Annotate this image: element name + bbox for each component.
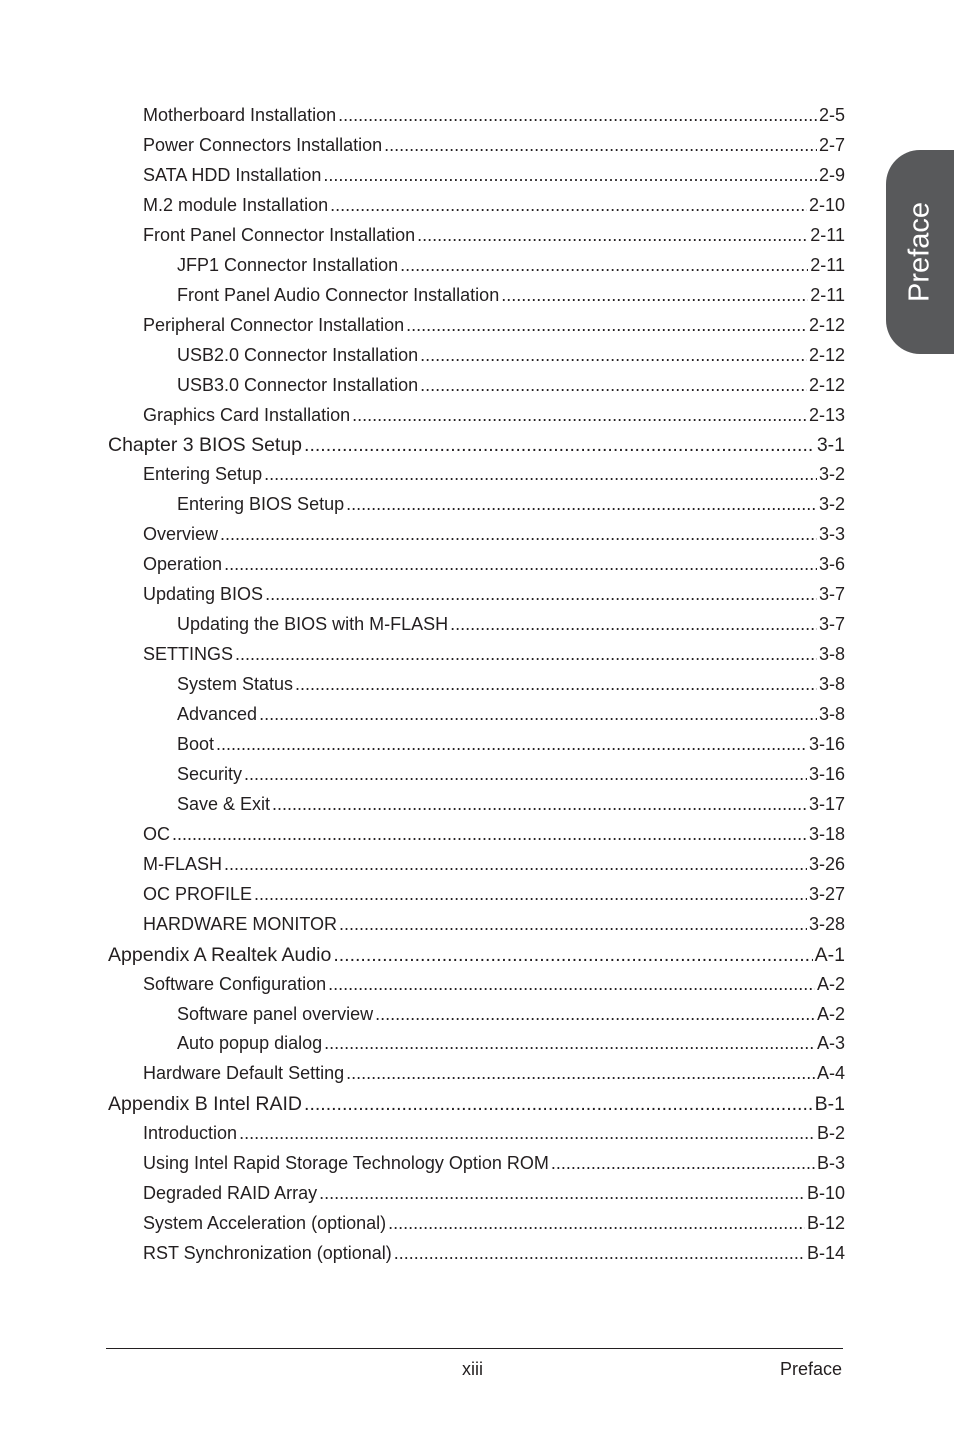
toc-entry-title: Advanced (177, 704, 258, 724)
toc-leader-dots (551, 1153, 815, 1174)
toc-entry[interactable] (177, 375, 845, 396)
toc-entry-page: 3-2 (818, 494, 845, 515)
toc-entry-title: Save & Exit (177, 793, 271, 814)
toc-entry-page: A-2 (816, 973, 845, 994)
toc-entry[interactable] (143, 1213, 845, 1234)
toc-entry-page: 2-13 (808, 404, 845, 425)
toc-entry-title: Entering BIOS Setup (177, 494, 345, 515)
toc-entry-page: 3-3 (818, 524, 845, 545)
toc-entry-page: 2-12 (808, 344, 845, 365)
toc-entry-title: Front Panel Audio Connector Installation (177, 284, 500, 305)
toc-leader-dots (323, 165, 817, 186)
side-tab-label: Preface (903, 202, 936, 302)
toc-entry-title: OC (143, 823, 170, 844)
toc-entry-page: B-10 (806, 1183, 845, 1204)
toc-entry[interactable] (177, 614, 845, 635)
toc-leader-dots (259, 704, 817, 725)
toc-entry[interactable] (177, 704, 845, 725)
toc-leader-dots (346, 1063, 815, 1084)
toc-leader-dots (295, 674, 817, 695)
toc-leader-dots (417, 225, 808, 246)
toc-leader-dots (265, 584, 817, 605)
toc-entry-page: 3-26 (808, 853, 845, 874)
toc-entry[interactable] (143, 165, 845, 186)
toc-entry[interactable] (177, 734, 845, 755)
toc-entry-title: Software panel overview (177, 1003, 374, 1024)
toc-entry-title: Entering Setup (143, 464, 263, 485)
footer-divider (106, 1348, 843, 1349)
toc-leader-dots (384, 135, 817, 156)
toc-entry-page: 2-5 (818, 105, 845, 125)
toc-leader-dots (239, 1123, 815, 1144)
toc-entry-title: Chapter 3 BIOS Setup (108, 434, 303, 457)
page-number: xiii (462, 1359, 483, 1379)
toc-entry-title: Power Connectors Installation (143, 134, 383, 155)
toc-leader-dots (420, 375, 807, 396)
toc-entry-page: 3-16 (808, 763, 845, 784)
toc-entry-page: 3-2 (818, 464, 845, 485)
toc-entry[interactable] (177, 494, 845, 515)
toc-entry-title: USB2.0 Connector Installation (177, 344, 419, 365)
toc-entry-title: Appendix A Realtek Audio (108, 943, 332, 966)
toc-leader-dots (388, 1213, 805, 1234)
toc-leader-dots (235, 644, 817, 665)
toc-leader-dots (272, 794, 807, 815)
toc-entry[interactable] (143, 584, 845, 605)
toc-entry-title: Software Configuration (143, 973, 327, 994)
toc-entry[interactable] (177, 1033, 845, 1054)
toc-entry-page: 3-17 (808, 793, 845, 814)
toc-entry-title: M-FLASH (143, 853, 223, 874)
footer-section-name: Preface (779, 1359, 842, 1379)
toc-leader-dots (501, 285, 808, 306)
toc-leader-dots (400, 255, 808, 276)
toc-entry[interactable] (143, 554, 845, 575)
toc-entry-title: Appendix B Intel RAID (108, 1093, 303, 1116)
toc-entry-page: A-4 (816, 1063, 845, 1084)
toc-entry-title: Auto popup dialog (177, 1033, 323, 1054)
toc-leader-dots (220, 524, 817, 545)
toc-entry[interactable] (143, 195, 845, 216)
toc-leader-dots (244, 764, 807, 785)
toc-entry[interactable] (177, 764, 845, 785)
toc-entry[interactable] (177, 345, 845, 366)
toc-leader-dots (224, 554, 817, 575)
toc-chapter-entry[interactable] (108, 1093, 845, 1116)
toc-chapter-entry[interactable] (108, 944, 845, 967)
toc-leader-dots (352, 405, 807, 426)
toc-entry[interactable] (143, 464, 845, 485)
toc-entry-page: 3-27 (808, 883, 845, 904)
toc-entry-title: USB3.0 Connector Installation (177, 374, 419, 395)
toc-entry-page: 3-6 (818, 554, 845, 575)
toc-entry-title: SATA HDD Installation (143, 164, 322, 185)
toc-entry-title: Operation (143, 554, 223, 575)
toc-leader-dots (394, 1243, 805, 1264)
toc-leader-dots (328, 974, 815, 995)
toc-entry[interactable] (143, 315, 845, 336)
toc-entry[interactable] (143, 824, 845, 845)
toc-leader-dots (450, 614, 817, 635)
toc-entry-page: 3-28 (808, 913, 845, 934)
toc-entry-title: Updating the BIOS with M-FLASH (177, 614, 449, 635)
toc-leader-dots (254, 884, 807, 905)
toc-entry-page: 3-8 (818, 704, 845, 724)
toc-entry-title: Introduction (143, 1123, 238, 1144)
toc-entry-title: OC PROFILE (143, 883, 253, 904)
toc-entry-page: 3-7 (818, 584, 845, 605)
toc-chapter-entry[interactable] (108, 434, 845, 457)
toc-leader-dots (264, 464, 817, 485)
toc-entry-title: Hardware Default Setting (143, 1063, 345, 1084)
toc-entry-title: Front Panel Connector Installation (143, 224, 416, 245)
side-tab (886, 150, 954, 354)
toc-entry-page: B-2 (816, 1123, 845, 1144)
toc-entry-page: 3-18 (808, 823, 845, 844)
toc-entry-title: Overview (143, 524, 219, 545)
toc-entry-page: A-2 (816, 1003, 845, 1024)
toc-leader-dots (330, 195, 807, 216)
toc-entry-title: Degraded RAID Array (143, 1183, 318, 1204)
toc-entry[interactable] (143, 135, 845, 156)
toc-entry[interactable] (177, 674, 845, 695)
toc-entry-title: HARDWARE MONITOR (143, 913, 338, 934)
toc-entry-title: Security (177, 763, 243, 784)
toc-entry-page: B-1 (814, 1093, 845, 1116)
toc-entry[interactable] (143, 1183, 845, 1204)
toc-entry[interactable] (143, 974, 845, 995)
toc-leader-dots (339, 914, 807, 935)
toc-leader-dots (216, 734, 807, 755)
toc-leader-dots (375, 1004, 815, 1025)
toc-entry-page: 2-11 (810, 224, 845, 245)
toc-entry-page: 2-10 (808, 194, 845, 215)
toc-entry[interactable] (143, 1123, 845, 1144)
toc-entry-title: RST Synchronization (optional) (143, 1243, 392, 1264)
toc-entry[interactable] (143, 644, 845, 665)
toc-entry[interactable] (177, 794, 845, 815)
toc-entry-page: B-12 (806, 1213, 845, 1234)
toc-entry-page: 2-9 (818, 164, 845, 185)
toc-leader-dots (319, 1183, 805, 1204)
toc-entry-page: 3-1 (816, 434, 845, 457)
toc-entry-page: 2-12 (808, 374, 845, 395)
toc-entry-title: System Status (177, 674, 294, 695)
toc-entry-title: System Acceleration (optional) (143, 1213, 387, 1234)
toc-entry-page: 2-7 (818, 134, 845, 155)
toc-entry-title: Motherboard Installation (143, 105, 337, 125)
toc-leader-dots (224, 854, 807, 875)
toc-entry[interactable] (143, 1243, 845, 1264)
toc-entry-title: M.2 module Installation (143, 194, 329, 215)
toc-entry[interactable] (143, 914, 845, 935)
toc-entry-title: JFP1 Connector Installation (177, 254, 399, 275)
toc-leader-dots (420, 345, 807, 366)
toc-entry[interactable] (143, 405, 845, 426)
toc-leader-dots (304, 1093, 813, 1116)
toc-entry-page: 2-11 (810, 284, 845, 305)
toc-entry[interactable] (143, 1153, 845, 1174)
toc-entry-title: SETTINGS (143, 644, 234, 665)
toc-entry-page: A-3 (816, 1033, 845, 1054)
toc-entry[interactable] (177, 1004, 845, 1025)
toc-leader-dots (324, 1033, 815, 1054)
toc-entry-page: B-3 (816, 1153, 845, 1174)
toc-leader-dots (333, 944, 812, 967)
toc-entry[interactable] (143, 884, 845, 905)
toc-entry[interactable] (143, 524, 845, 545)
toc-entry-title: Using Intel Rapid Storage Technology Option ROM (143, 1153, 549, 1174)
toc-entry-page: 3-7 (818, 614, 845, 635)
toc-leader-dots (338, 105, 817, 126)
toc-leader-dots (304, 434, 815, 457)
toc-leader-dots (406, 315, 807, 336)
toc-entry[interactable] (177, 255, 845, 276)
toc-entry-page: 3-16 (808, 733, 845, 754)
toc-entry-page: 2-12 (808, 314, 845, 335)
toc-entry-title: Peripheral Connector Installation (143, 314, 405, 335)
toc-entry[interactable] (143, 1063, 845, 1084)
toc-entry-page: B-14 (806, 1243, 845, 1264)
toc-entry-title: Graphics Card Installation (143, 404, 351, 425)
toc-leader-dots (346, 494, 817, 515)
toc-entry[interactable] (143, 105, 845, 126)
toc-entry-page: 2-11 (810, 254, 845, 275)
toc-entry[interactable] (177, 285, 845, 306)
toc-entry-page: A-1 (814, 943, 845, 966)
toc-entry-title: Updating BIOS (143, 584, 264, 605)
toc-leader-dots (172, 824, 807, 845)
toc-entry-page: 3-8 (818, 644, 845, 665)
toc-entry[interactable] (143, 225, 845, 246)
toc-entry-title: Boot (177, 733, 215, 754)
toc-entry-page: 3-8 (818, 674, 845, 695)
toc-entry[interactable] (143, 854, 845, 875)
